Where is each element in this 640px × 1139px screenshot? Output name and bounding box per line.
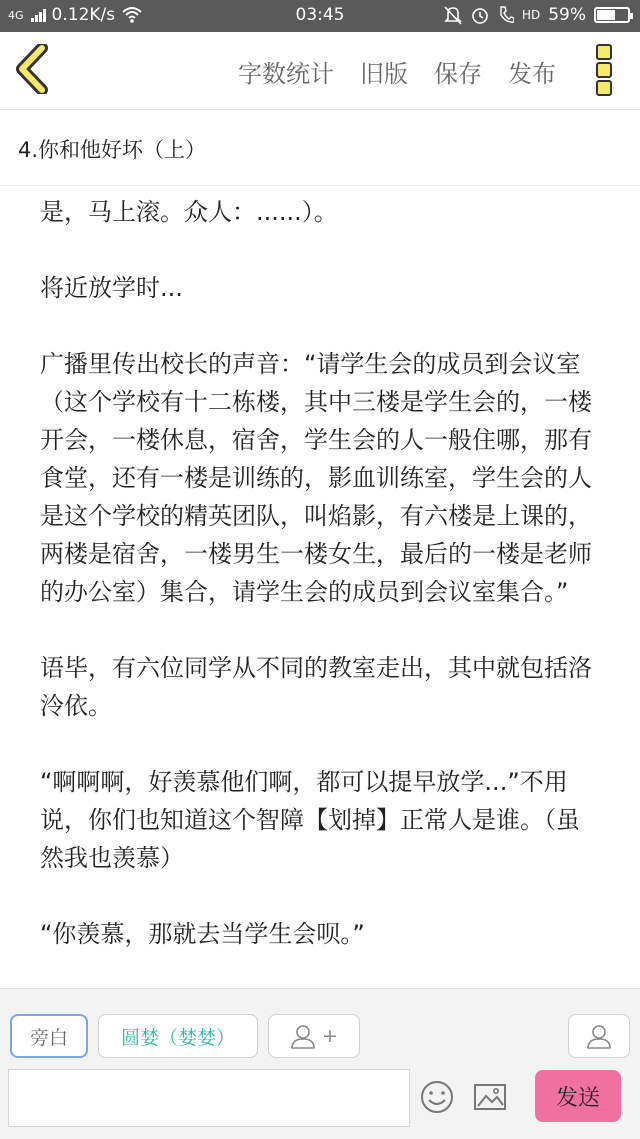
network-type: 4G bbox=[8, 8, 24, 22]
composer-bar bbox=[0, 988, 640, 1139]
image-icon bbox=[472, 1079, 508, 1115]
chapter-title[interactable]: 4.你和他好坏（上） bbox=[0, 110, 640, 186]
more-menu-button[interactable] bbox=[596, 44, 616, 96]
aside-button[interactable]: 旁白 bbox=[10, 1014, 88, 1058]
mute-bell-icon bbox=[444, 5, 462, 25]
chevron-left-icon bbox=[14, 44, 54, 94]
paragraph: “啊啊啊，好羡慕他们啊，都可以提早放学...”不用说，你们也知道这个智障【划掉】正常人是谁。（虽然我也羡慕） bbox=[40, 768, 580, 872]
add-role-button[interactable] bbox=[268, 1014, 360, 1058]
user-icon bbox=[586, 1023, 612, 1049]
message-input[interactable] bbox=[8, 1069, 410, 1127]
paragraph: 是，马上滚。众人：......）。 bbox=[40, 198, 338, 226]
battery-percent: 59% bbox=[548, 5, 586, 25]
paragraph: 语毕，有六位同学从不同的教室走出，其中就包括洛泠依。 bbox=[40, 654, 592, 720]
status-right bbox=[444, 5, 630, 25]
hd-label: HD bbox=[521, 8, 541, 22]
role-chip[interactable]: 圆婪（婪婪） bbox=[98, 1014, 258, 1058]
emoji-icon bbox=[419, 1079, 455, 1115]
paragraph: 广播里传出校长的声音：“请学生会的成员到会议室（这个学校有十二栋楼，其中三楼是学生会的，一楼开会，一楼休息，宿舍，学生会的人一般住哪，那有食堂，还有一楼是训练的，影血训练室，学生会的人是这个学校的精英团队，叫焰影，有六楼是上课的，两楼是宿舍，一楼男生一楼女生，最后的一楼是老师的办公室）集合，请学生会的成员到会议室集合。” bbox=[40, 350, 592, 606]
battery-icon bbox=[594, 7, 630, 23]
network-speed: 0.12K/s bbox=[51, 5, 116, 25]
alarm-icon bbox=[470, 5, 490, 25]
more-menu-icon bbox=[596, 80, 612, 96]
user-button[interactable] bbox=[568, 1014, 630, 1058]
old-version-button[interactable]: 旧版 bbox=[360, 60, 408, 88]
save-button[interactable]: 保存 bbox=[434, 60, 482, 88]
user-icon bbox=[290, 1023, 316, 1049]
clock: 03:45 bbox=[295, 5, 345, 25]
hd-call-icon bbox=[498, 5, 514, 25]
toolbar-actions bbox=[238, 54, 556, 89]
paragraph: 将近放学时... bbox=[40, 274, 183, 302]
image-button[interactable] bbox=[472, 1079, 510, 1117]
more-menu-icon bbox=[596, 62, 612, 78]
back-button[interactable] bbox=[14, 44, 54, 94]
publish-button[interactable]: 发布 bbox=[508, 60, 556, 88]
editor-toolbar bbox=[0, 32, 640, 110]
send-button[interactable]: 发送 bbox=[535, 1070, 621, 1122]
emoji-button[interactable] bbox=[419, 1079, 457, 1117]
word-count-button[interactable]: 字数统计 bbox=[238, 60, 334, 88]
status-bar bbox=[0, 0, 640, 32]
battery-fill bbox=[597, 10, 615, 20]
paragraph: “你羡慕，那就去当学生会呗。” bbox=[40, 920, 365, 948]
add-plus: + bbox=[322, 1025, 338, 1047]
more-menu-icon bbox=[596, 44, 612, 60]
story-content[interactable] bbox=[0, 187, 640, 987]
